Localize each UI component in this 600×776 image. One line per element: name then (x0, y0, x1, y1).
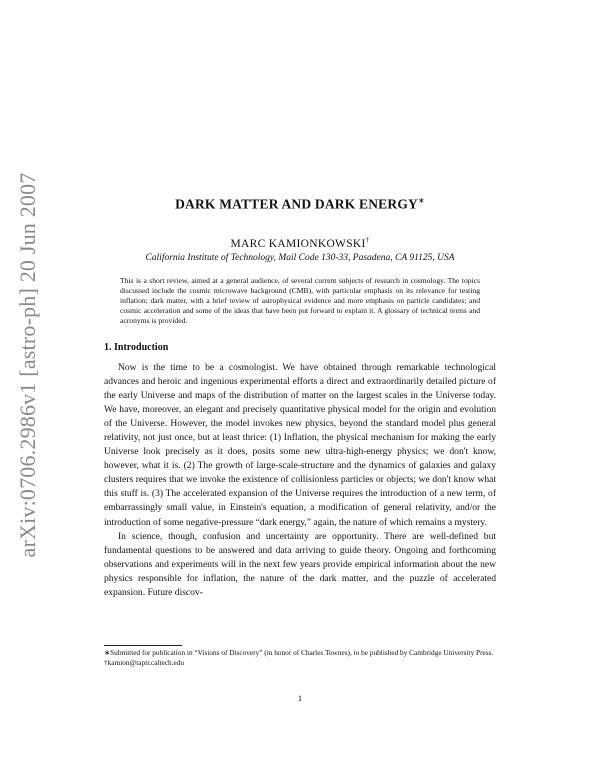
author-footnote-mark: † (365, 236, 370, 244)
footnotes (104, 648, 496, 667)
paper-title (0, 196, 600, 213)
body-paragraph: Now is the time to be a cosmologist. We have obtained through remarkable technological advances and heroic and ingenious experimental efforts a direct and extraordinarily detailed picture of the early Universe and maps of the distribution of matter on the largest scales in the Universe today. We have, moreover, an elegant and precisely quantitative physical model for the origin and evolution of the Universe. However, the model invokes new physics, beyond the standard model plus general relativity, not just once, but at least thrice: (1) Inflation, the physical mechanism for making the early Universe look precisely as it does, posits some new ultra-high-energy physics; we don't know, however, what it is. (2) The growth of large-scale-structure and the dynamics of galaxies and galaxy clusters requires that we invoke the existence of collisionless particles or objects; we don't know what this stuff is. (3) The accelerated expansion of the Universe requires the introduction of a new term, of embarrassingly small value, in Einstein's equation, a modification of general relativity, and/or the introduction of some negative-pressure “dark energy,” again, the nature of which remains a mystery. (104, 362, 496, 528)
section-heading: 1. Introduction (104, 342, 169, 353)
footnote-submission: ∗Submitted for publication in “Visions of Discovery” (in honor of Charles Townes), to be published by Cambridge University Press. (104, 648, 494, 657)
body-paragraph: In science, though, confusion and uncertainty are opportunity. There are well-defined but fundamental questions to be answered and data arriving to guide theory. Ongoing and forthcoming observations and experiments will in the next few years provide empirical information about the new physics responsible for inflation, the nature of the dark matter, and the puzzle of accelerated expansion. Future discov- (104, 530, 496, 598)
body-text (104, 361, 496, 600)
author-line (0, 236, 600, 250)
footnote-divider (104, 645, 182, 646)
title-text: DARK MATTER AND DARK ENERGY (175, 196, 418, 212)
arxiv-identifier-stamp: arXiv:0706.2986v1 [astro-ph] 20 Jun 2007 (15, 172, 40, 558)
author-affiliation: California Institute of Technology, Mail Code 130-33, Pasadena, CA 91125, USA (145, 253, 455, 263)
abstract: This is a short review, aimed at a general audience, of several current subjects of research in cosmology. The topics discussed include the cosmic microwave background (CMB), with particular emphasis on its relevance for testing inflation; dark matter, with a brief review of astrophysical evidence and more emphasis on particle candidates; and cosmic acceleration and some of the ideas that have been put forward to explain it. A glossary of technical terms and acronyms is provided. (120, 276, 480, 326)
title-footnote-mark: ∗ (418, 196, 425, 205)
footnote-email: †kamion@tapir.caltech.edu (104, 657, 185, 667)
page-number: 1 (297, 693, 303, 703)
author-name: MARC KAMIONKOWSKI (230, 237, 366, 250)
